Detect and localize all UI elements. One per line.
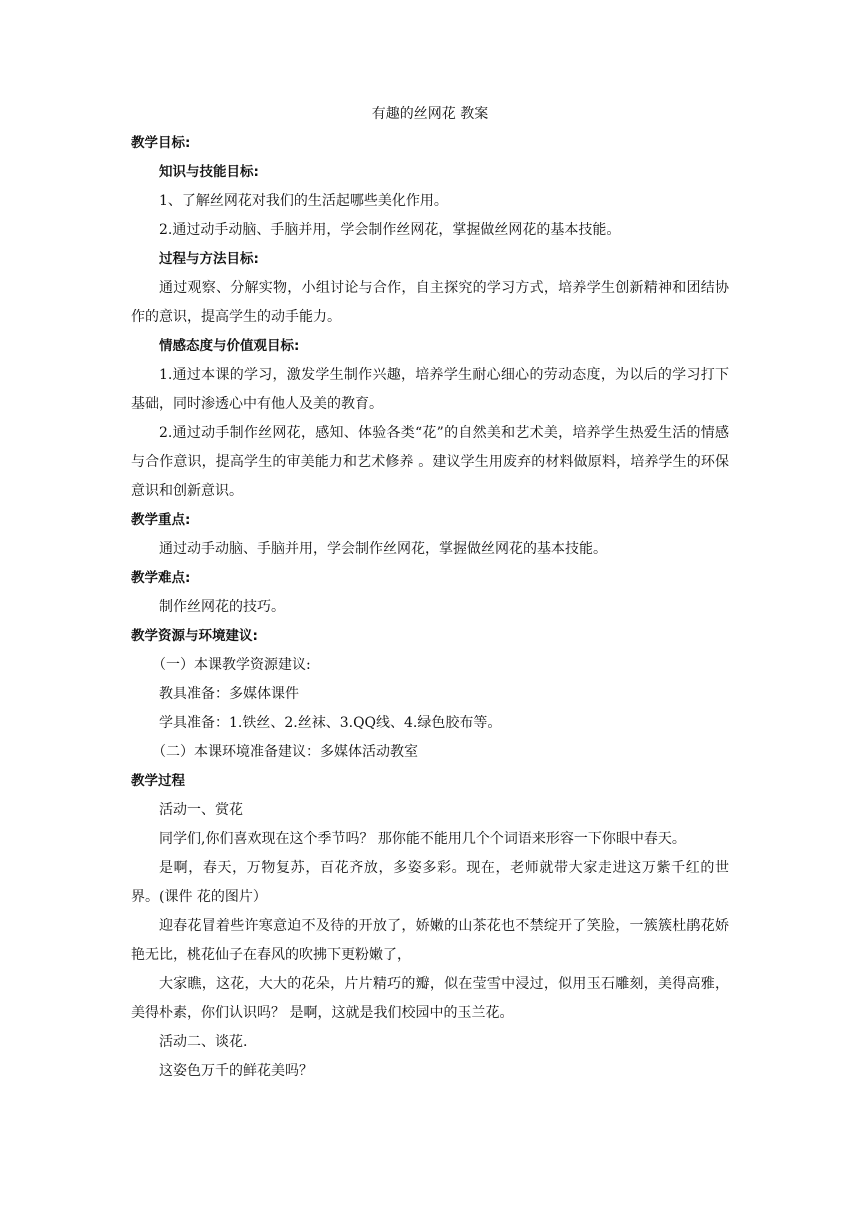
student-tools-text: 学具准备：1.铁丝、2.丝袜、3.QQ线、4.绿色胶布等。 (159, 715, 502, 731)
activity-2-heading: 活动二、谈花. (159, 1034, 248, 1050)
key-point-text: 通过动手动脑、手脑并用，学会制作丝网花，掌握做丝网花的基本技能。 (159, 541, 607, 557)
process-paragraph-2: 是啊，春天，万物复苏，百花齐放，多姿多彩。现在，老师就带大家走进这万紫千红的世界。(课件 花的图片） (131, 860, 729, 905)
knowledge-goal-item-1: 1、了解丝网花对我们的生活起哪些美化作用。 (159, 193, 448, 209)
section-heading-goals: 教学目标: (131, 135, 191, 151)
resources-subheading-2: （二）本课环境准备建议：多媒体活动教室 (152, 744, 418, 760)
subheading-knowledge-goals: 知识与技能目标: (159, 164, 259, 180)
process-paragraph-1: 同学们,你们喜欢现在这个季节吗？ 那你能不能用几个个词语来形容一下你眼中春天。 (159, 831, 686, 847)
resources-subheading-1: （一）本课教学资源建议: (152, 657, 311, 673)
process-paragraph-3: 迎春花冒着些许寒意迫不及待的开放了，娇嫩的山茶花也不禁绽开了笑脸，一簇簇杜鹃花娇艳无比，桃花仙子在春风的吹拂下更粉嫩了， (131, 918, 729, 963)
section-heading-key-point: 教学重点: (131, 512, 191, 528)
process-goal-text: 通过观察、分解实物，小组讨论与合作，自主探究的学习方式，培养学生创新精神和团结协作的意识，提高学生的动手能力。 (131, 280, 729, 325)
emotion-goal-item-1: 1.通过本课的学习，激发学生制作兴趣，培养学生耐心细心的劳动态度，为以后的学习打下基础，同时渗透心中有他人及美的教育。 (131, 367, 729, 412)
teacher-tools-text: 教具准备：多媒体课件 (159, 686, 299, 702)
document-title: 有趣的丝网花 教案 (371, 106, 489, 122)
activity-1-heading: 活动一、赏花 (159, 802, 243, 818)
process-paragraph-4: 大家瞧，这花，大大的花朵，片片精巧的瓣，似在莹雪中浸过，似用玉石雕刻，美得高雅，美得朴素，你们认识吗？ 是啊，这就是我们校园中的玉兰花。 (131, 976, 729, 1021)
section-heading-process: 教学过程 (131, 773, 185, 789)
document-body (131, 100, 729, 1086)
subheading-emotion-goals: 情感态度与价值观目标: (159, 338, 300, 354)
subheading-process-goals: 过程与方法目标: (159, 251, 259, 267)
section-heading-resources: 教学资源与环境建议: (131, 628, 258, 644)
difficulty-text: 制作丝网花的技巧。 (159, 599, 285, 615)
process-paragraph-5: 这姿色万千的鲜花美吗？ (159, 1063, 313, 1079)
section-heading-difficulty: 教学难点: (131, 570, 191, 586)
knowledge-goal-item-2: 2.通过动手动脑、手脑并用，学会制作丝网花，掌握做丝网花的基本技能。 (159, 222, 621, 238)
emotion-goal-item-2: 2.通过动手制作丝网花，感知、体验各类“花”的自然美和艺术美，培养学生热爱生活的情感与合作意识，提高学生的审美能力和艺术修养 。建议学生用废弃的材料做原料，培养学生的环保意识和创新意识。 (131, 425, 729, 499)
